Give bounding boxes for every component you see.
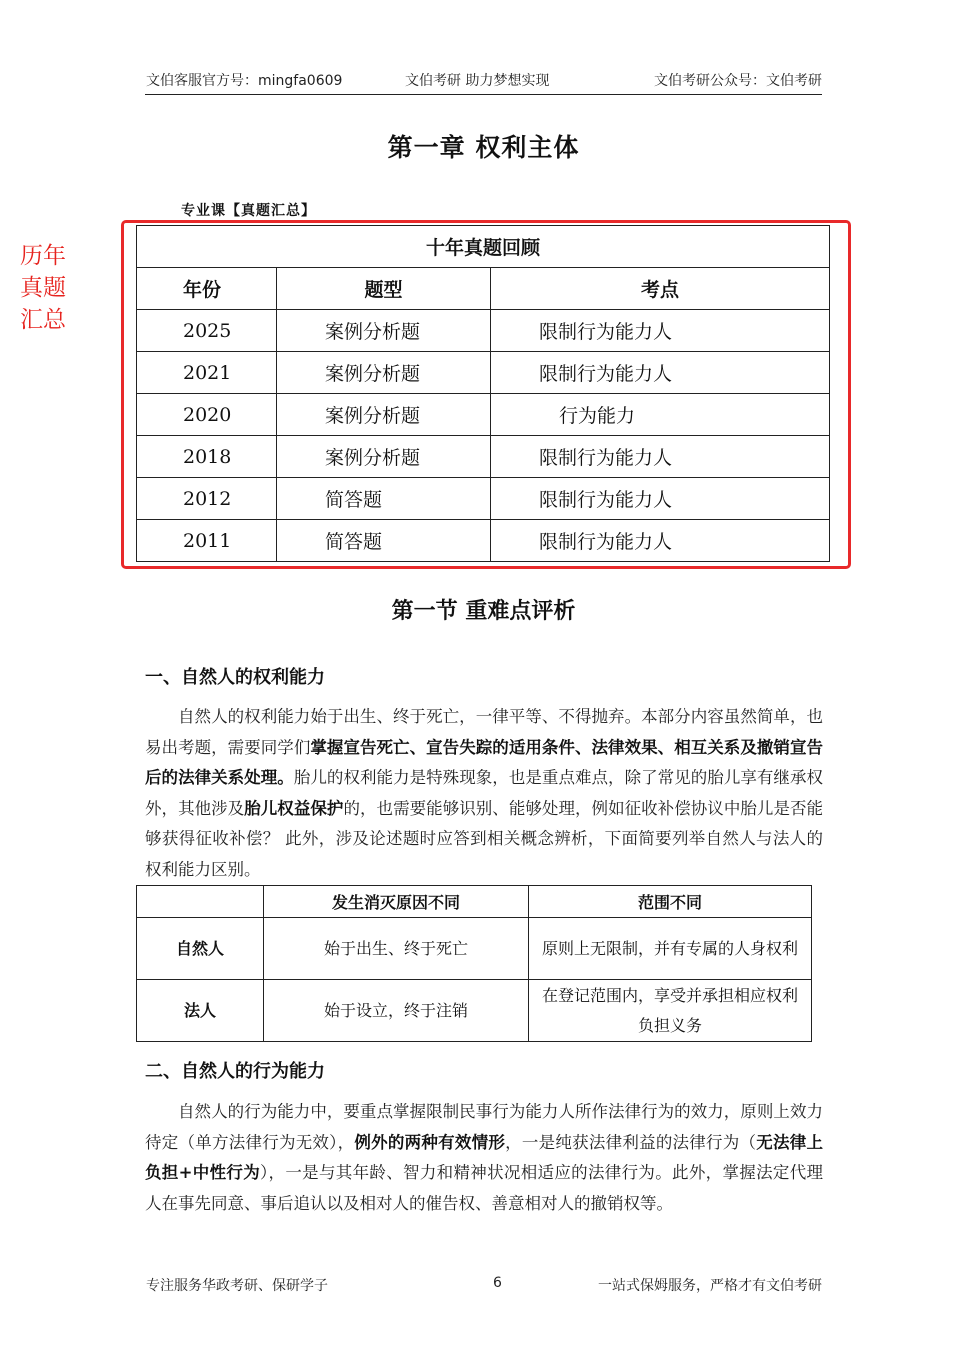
part2-text-1: 自然人的行为能力中，要重点掌握限制民事行为能力人所作法律行为的效力，原则上效力待定（单方法律行为无效）， — [145, 1102, 823, 1152]
header-right: 文伯考研公众号：文伯考研 — [654, 73, 822, 89]
point-cell: 限制行为能力人 — [491, 310, 830, 352]
part2-heading: 二、自然人的行为能力 — [145, 1061, 325, 1082]
part1-text-3: 的，也需要能够识别、能够处理，例如征收补偿协议中胎儿是否能够获得征收补偿？ 此外，涉及论述题时应答到相关概念辨析，下面简要列举自然人与法人的权利能力区别。 — [145, 798, 824, 879]
part2-text-3: ），一是与其年龄、智力和精神状况相适应的法律行为。此外，掌握法定代理人在事先同意、事后追认以及相对人的催告权、善意相对人的撤销权等。 — [145, 1163, 823, 1213]
compare-header-blank — [137, 886, 264, 918]
side-note — [20, 240, 80, 336]
cause-cell: 始于出生、终于死亡 — [264, 918, 529, 980]
year-cell: 2020 — [137, 394, 277, 436]
footer-left: 专注服务华政考研、保研学子 — [146, 1278, 328, 1294]
year-cell: 2025 — [137, 310, 277, 352]
point-cell: 行为能力 — [491, 394, 830, 436]
point-cell: 限制行为能力人 — [491, 352, 830, 394]
row-header-legal-person: 法人 — [137, 980, 264, 1042]
year-cell: 2011 — [137, 520, 277, 562]
side-note-line: 历年 — [20, 243, 66, 269]
course-label: 专业课【真题汇总】 — [181, 203, 316, 219]
part2-bold-2: 无法律上负担+中性行为 — [145, 1132, 824, 1183]
year-cell: 2018 — [137, 436, 277, 478]
side-note-line: 汇总 — [20, 307, 66, 333]
type-cell: 案例分析题 — [277, 394, 491, 436]
type-cell: 简答题 — [277, 478, 491, 520]
header-divider — [145, 94, 822, 95]
year-cell: 2012 — [137, 478, 277, 520]
scope-cell: 在登记范围内，享受并承担相应权利负担义务 — [529, 980, 812, 1042]
page-number: 6 — [493, 1275, 502, 1291]
column-header-point: 考点 — [491, 268, 830, 310]
point-cell: 限制行为能力人 — [491, 520, 830, 562]
point-cell: 限制行为能力人 — [491, 436, 830, 478]
review-table-caption: 十年真题回顾 — [137, 226, 830, 268]
part1-text-1: 自然人的权利能力始于出生、终于死亡，一律平等、不得抛弃。本部分内容虽然简单，也易出考题，需要同学们 — [145, 707, 823, 757]
comparison-table — [136, 885, 812, 1042]
header-left: 文伯客服官方号：mingfa0609 — [146, 73, 343, 89]
cause-cell: 始于设立，终于注销 — [264, 980, 529, 1042]
part1-bold-1: 掌握宣告死亡、宣告失踪的适用条件、法律效果、相互关系及撤销宣告后的法律关系处理。 — [145, 737, 824, 788]
type-cell: 案例分析题 — [277, 436, 491, 478]
column-header-type: 题型 — [277, 268, 491, 310]
part1-text-2: 胎儿的权利能力是特殊现象，也是重点难点，除了常见的胎儿享有继承权外，其他涉及 — [145, 768, 824, 818]
row-header-natural-person: 自然人 — [137, 918, 264, 980]
table-row — [137, 918, 812, 980]
column-header-year: 年份 — [137, 268, 277, 310]
part1-heading: 一、自然人的权利能力 — [145, 667, 325, 688]
part2-bold-1: 例外的两种有效情形 — [354, 1132, 506, 1152]
year-cell: 2021 — [137, 352, 277, 394]
side-note-line: 真题 — [20, 275, 66, 301]
footer-right: 一站式保姆服务，严格才有文伯考研 — [598, 1278, 822, 1294]
part1-paragraph — [145, 702, 823, 886]
compare-header-cause: 发生消灭原因不同 — [264, 886, 529, 918]
part1-bold-2: 胎儿权益保护 — [244, 798, 344, 818]
type-cell: 案例分析题 — [277, 352, 491, 394]
header-center: 文伯考研 助力梦想实现 — [405, 73, 550, 89]
section-title: 第一节 重难点评析 — [391, 599, 576, 624]
point-cell: 限制行为能力人 — [491, 478, 830, 520]
table-row — [137, 980, 812, 1042]
red-highlight-frame — [121, 220, 851, 569]
compare-header-scope: 范围不同 — [529, 886, 812, 918]
type-cell: 简答题 — [277, 520, 491, 562]
chapter-title: 第一章 权利主体 — [387, 133, 580, 162]
part2-paragraph — [145, 1097, 823, 1219]
scope-cell: 原则上无限制，并有专属的人身权利 — [529, 918, 812, 980]
type-cell: 案例分析题 — [277, 310, 491, 352]
part2-text-2: ，一是纯获法律利益的法律行为（ — [505, 1132, 757, 1152]
